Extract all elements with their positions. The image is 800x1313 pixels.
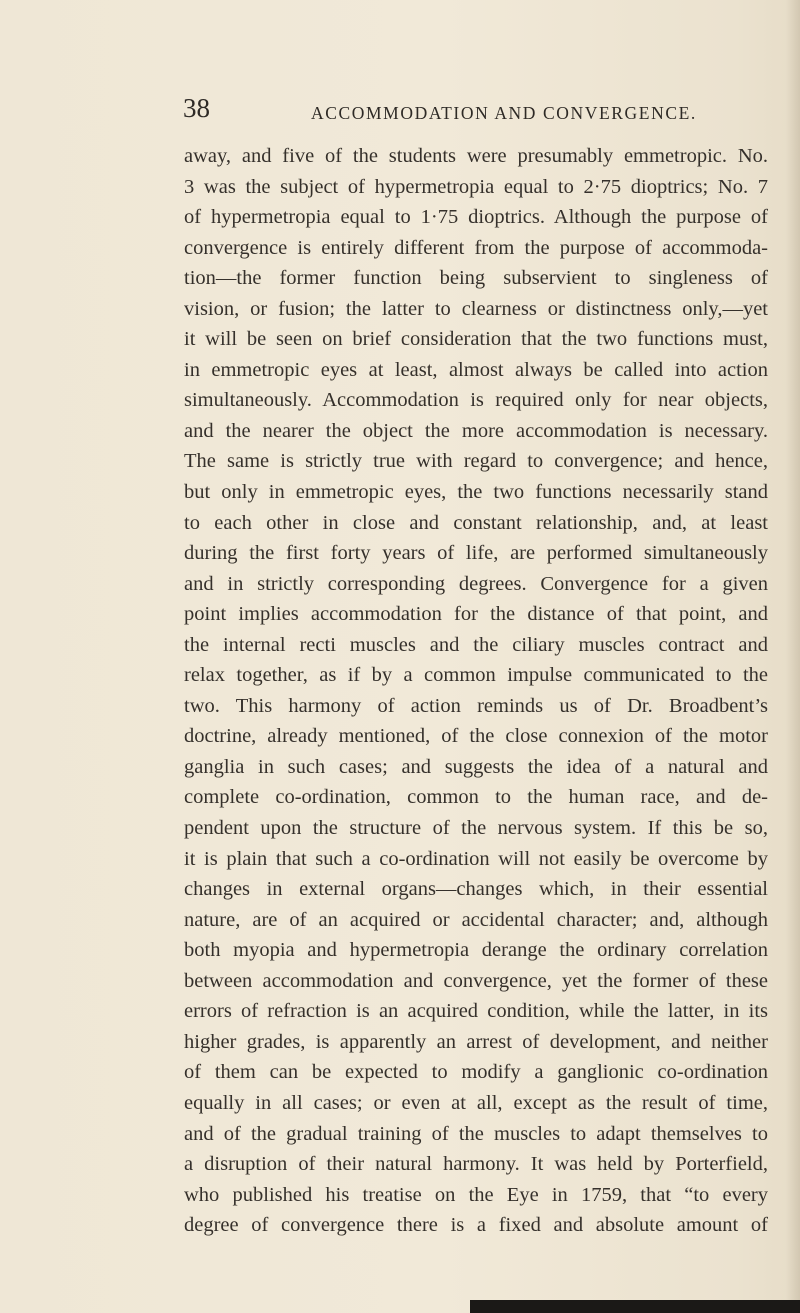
page-number: 38 xyxy=(183,93,210,123)
text-line: who published his treatise on the Eye in 1759, that “to every xyxy=(184,1183,768,1206)
text-line: of hypermetropia equal to 1·75 dioptrics. Although the purpose of xyxy=(184,206,768,229)
text-line: point implies accommodation for the distance of that point, and xyxy=(184,603,768,626)
running-head: ACCOMMODATION AND CONVERGENCE. xyxy=(311,103,697,123)
text-line: but only in emmetropic eyes, the two functions necessarily stand xyxy=(184,481,768,504)
text-line: it is plain that such a co-ordination will not easily be overcome by xyxy=(184,847,768,870)
text-line: it will be seen on brief consideration that the two functions must, xyxy=(184,328,768,351)
text-line: a disruption of their natural harmony. It was held by Porterfield, xyxy=(184,1153,768,1176)
text-line: and the nearer the object the more accommodation is necessary. xyxy=(184,419,768,442)
text-line: pendent upon the structure of the nervous system. If this be so, xyxy=(184,817,768,840)
text-line: and of the gradual training of the muscles to adapt themselves to xyxy=(184,1122,768,1145)
text-line: The same is strictly true with regard to convergence; and hence, xyxy=(184,450,768,473)
text-line: equally in all cases; or even at all, except as the result of time, xyxy=(184,1091,768,1114)
body-paragraph xyxy=(184,141,768,1241)
text-line: nature, are of an acquired or accidental character; and, although xyxy=(184,908,768,931)
text-line: changes in external organs—changes which, in their essential xyxy=(184,878,768,901)
text-line: the internal recti muscles and the ciliary muscles contract and xyxy=(184,633,768,656)
text-line: degree of convergence there is a fixed and absolute amount of xyxy=(184,1214,768,1237)
text-line: to each other in close and constant relationship, and, at least xyxy=(184,511,768,534)
text-line: convergence is entirely different from the purpose of accommoda- xyxy=(184,236,768,259)
page-edge-shadow xyxy=(786,0,800,1313)
text-line: between accommodation and convergence, yet the former of these xyxy=(184,969,768,992)
text-line: relax together, as if by a common impulse communicated to the xyxy=(184,664,768,687)
bottom-rule xyxy=(470,1300,800,1313)
text-line: during the first forty years of life, are performed simultaneously xyxy=(184,542,768,565)
text-line: tion—the former function being subservient to singleness of xyxy=(184,267,768,290)
text-line: errors of refraction is an acquired condition, while the latter, in its xyxy=(184,1000,768,1023)
text-line: two. This harmony of action reminds us of Dr. Broadbent’s xyxy=(184,694,768,717)
text-line: doctrine, already mentioned, of the close connexion of the motor xyxy=(184,725,768,748)
text-line: vision, or fusion; the latter to clearness or distinctness only,—yet xyxy=(184,297,768,320)
text-line: ganglia in such cases; and suggests the idea of a natural and xyxy=(184,755,768,778)
text-line: 3 was the subject of hypermetropia equal to 2·75 dioptrics; No. 7 xyxy=(184,175,768,198)
text-line: and in strictly corresponding degrees. Convergence for a given xyxy=(184,572,768,595)
text-line: away, and five of the students were presumably emmetropic. No. xyxy=(184,145,768,167)
text-line: in emmetropic eyes at least, almost always be called into action xyxy=(184,358,768,381)
text-line: simultaneously. Accommodation is required only for near objects, xyxy=(184,389,768,412)
text-line: of them can be expected to modify a ganglionic co-ordination xyxy=(184,1061,768,1084)
text-line: higher grades, is apparently an arrest of development, and neither xyxy=(184,1030,768,1053)
text-line: both myopia and hypermetropia derange the ordinary correlation xyxy=(184,939,768,962)
text-line: complete co-ordination, common to the human race, and de- xyxy=(184,786,768,809)
